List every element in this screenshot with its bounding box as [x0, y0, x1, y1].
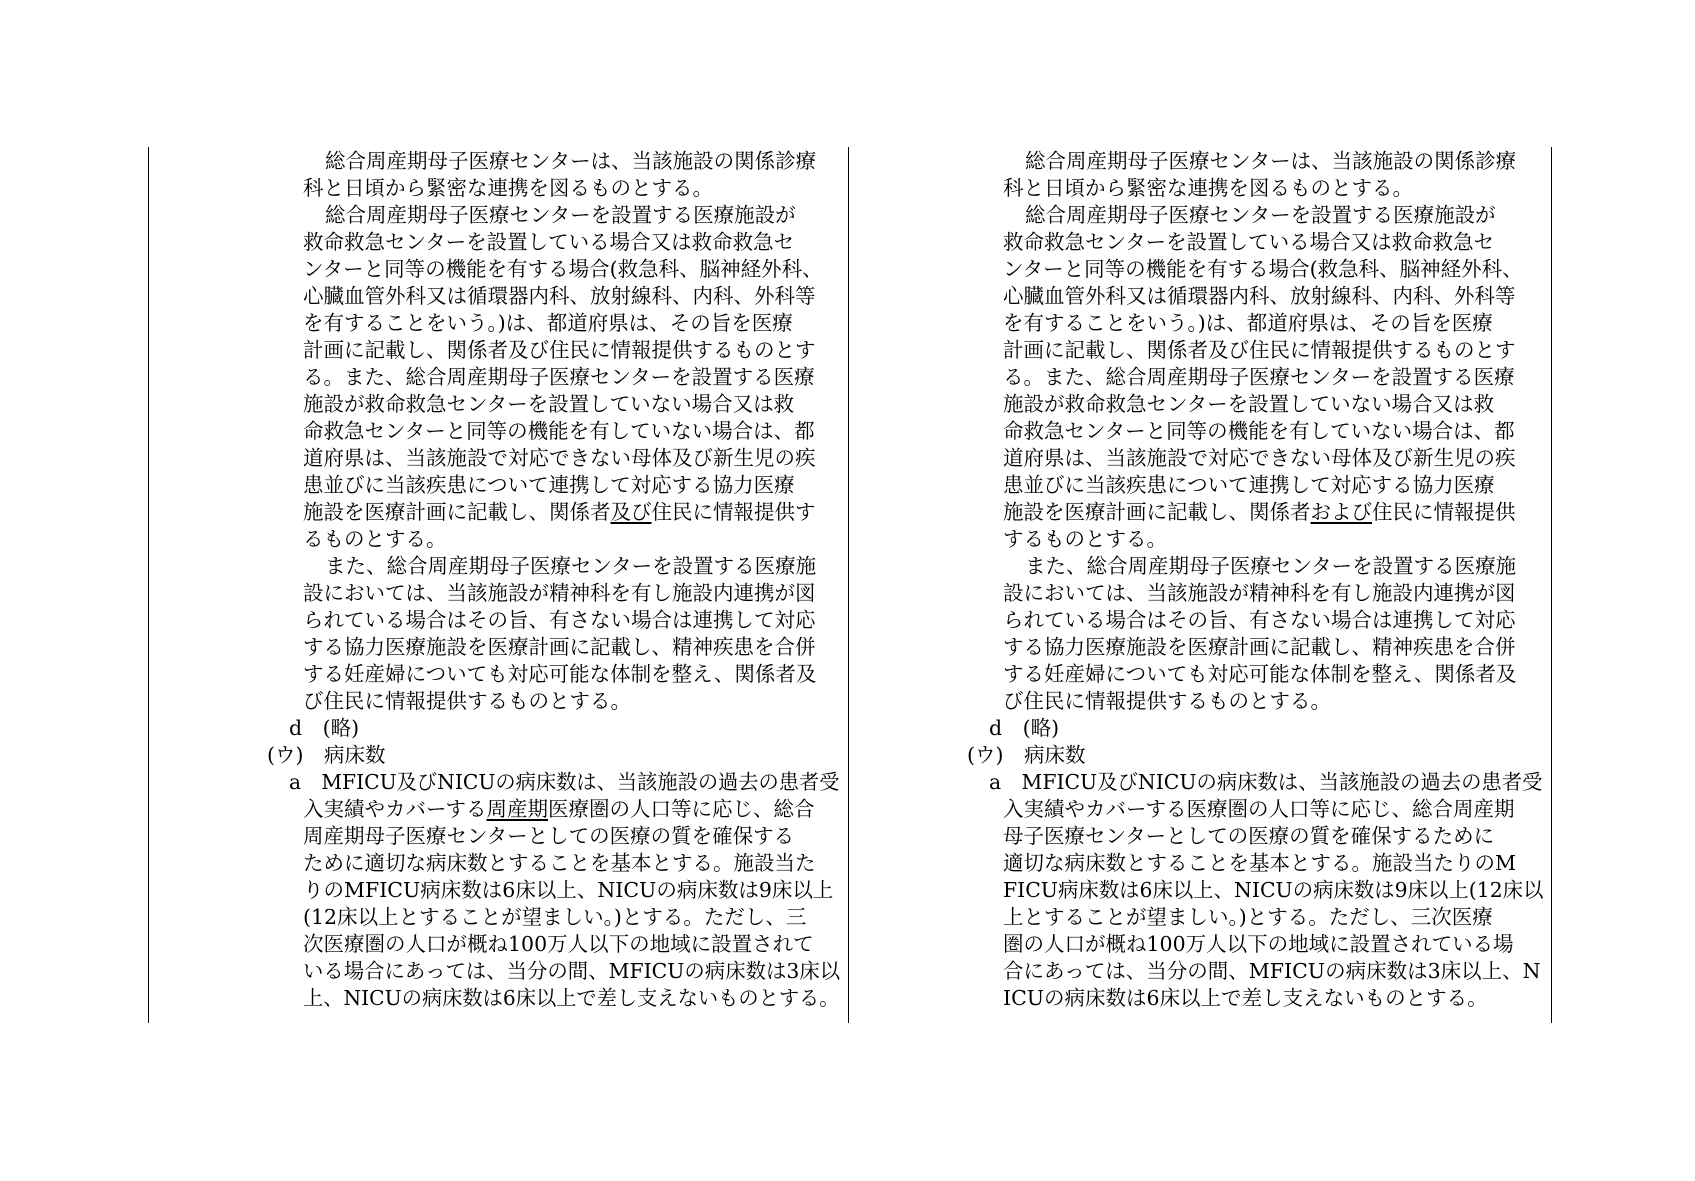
right-line-20: び住民に情報提供するものとする。: [1003, 689, 1331, 713]
right-line-15: また、総合周産期母子医療センターを設置する医療施: [1025, 554, 1517, 578]
right-line-19: する妊産婦についても対応可能な体制を整え、関係者及: [1003, 662, 1517, 686]
right-line-1: 科と日頃から緊密な連携を図るものとする。: [1003, 176, 1413, 200]
right-line-31: ICUの病床数は6床以上で差し支えないものとする。: [1003, 986, 1488, 1010]
right-line-10: 命救急センターと同等の機能を有していない場合は、都: [1003, 419, 1515, 443]
right-line-3: 救命救急センターを設置している場合又は救命救急セ: [1003, 230, 1495, 254]
left-item-a: a MFICU及びNICUの病床数は、当該施設の過去の患者受: [289, 770, 840, 794]
left-line-16: 設においては、当該施設が精神科を有し施設内連携が図: [303, 581, 816, 605]
right-line-14: するものとする。: [1003, 527, 1167, 551]
right-line-24: 入実績やカバーする医療圏の人口等に応じ、総合周産期: [1003, 797, 1515, 821]
left-section-heading: (ウ) 病床数: [267, 743, 386, 767]
left-line-13-after: 住民に情報提供す: [651, 500, 816, 524]
left-underlined-revision-2: 周産期: [486, 797, 548, 821]
right-line-28: 上とすることが望ましい。)とする。ただし、三次医療: [1003, 905, 1493, 929]
right-line-25: 母子医療センターとしての医療の質を確保するために: [1003, 824, 1495, 848]
left-line-29: 次医療圏の人口が概ね100万人以下の地域に設置されて: [303, 932, 814, 956]
left-line-26: ために適切な病床数とすることを基本とする。施設当た: [303, 851, 816, 875]
right-line-27: FICU病床数は6床以上、NICUの病床数は9床以上(12床以: [1003, 878, 1544, 902]
left-line-13: [303, 499, 816, 526]
left-line-3: 救命救急センターを設置している場合又は救命救急セ: [303, 230, 795, 254]
right-underlined-revision: および: [1310, 500, 1372, 524]
left-line-28: (12床以上とすることが望ましい。)とする。ただし、三: [303, 905, 807, 929]
left-line-24-after: 医療圏の人口等に応じ、総合: [547, 797, 815, 821]
left-line-8: る。また、総合周産期母子医療センターを設置する医療: [303, 365, 815, 389]
left-line-12: 患並びに当該疾患について連携して対応する協力医療: [303, 473, 795, 497]
left-line-17: られている場合はその旨、有さない場合は連携して対応: [303, 608, 816, 632]
left-line-10: 命救急センターと同等の機能を有していない場合は、都: [303, 419, 815, 443]
right-line-12: 患並びに当該疾患について連携して対応する協力医療: [1003, 473, 1495, 497]
right-line-5: 心臓血管外科又は循環器内科、放射線科、内科、外科等: [1003, 284, 1516, 308]
left-line-18: する協力医療施設を医療計画に記載し、精神疾患を合併: [303, 635, 816, 659]
right-line-17: られている場合はその旨、有さない場合は連携して対応: [1003, 608, 1516, 632]
left-line-24: [303, 796, 814, 823]
left-line-25: 周産期母子医療センターとしての医療の質を確保する: [303, 824, 795, 848]
right-section-heading: (ウ) 病床数: [967, 743, 1086, 767]
left-line-14: るものとする。: [303, 527, 447, 551]
left-line-30: いる場合にあっては、当分の間、MFICUの病床数は3床以: [303, 959, 841, 983]
left-line-4: ンターと同等の機能を有する場合(救急科、脳神経外科、: [303, 257, 823, 281]
right-line-26: 適切な病床数とすることを基本とする。施設当たりのM: [1003, 851, 1516, 875]
right-line-30: 合にあっては、当分の間、MFICUの病床数は3床以上、N: [1003, 959, 1541, 983]
left-line-2: 総合周産期母子医療センターを設置する医療施設が: [325, 203, 796, 227]
left-line-13-before: 施設を医療計画に記載し、関係者: [303, 500, 611, 524]
right-line-29: 圏の人口が概ね100万人以下の地域に設置されている場: [1003, 932, 1514, 956]
right-line-9: 施設が救命救急センターを設置していない場合又は救: [1003, 392, 1495, 416]
right-line-11: 道府県は、当該施設で対応できない母体及び新生児の疾: [1003, 446, 1516, 470]
right-item-d: d (略): [989, 716, 1060, 740]
left-line-27: りのMFICU病床数は6床以上、NICUの病床数は9床以上: [303, 878, 834, 902]
left-column: [149, 148, 848, 1022]
left-line-5: 心臓血管外科又は循環器内科、放射線科、内科、外科等: [303, 284, 816, 308]
right-line-4: ンターと同等の機能を有する場合(救急科、脳神経外科、: [1003, 257, 1523, 281]
left-line-9: 施設が救命救急センターを設置していない場合又は救: [303, 392, 795, 416]
left-line-6: を有することをいう。)は、都道府県は、その旨を医療: [303, 311, 793, 335]
right-column: [849, 148, 1551, 1022]
right-line-2: 総合周産期母子医療センターを設置する医療施設が: [1025, 203, 1496, 227]
left-line-1: 科と日頃から緊密な連携を図るものとする。: [303, 176, 713, 200]
left-line-0: 総合周産期母子医療センターは、当該施設の関係診療: [325, 149, 817, 173]
right-line-13: [1003, 499, 1516, 526]
right-line-7: 計画に記載し、関係者及び住民に情報提供するものとす: [1003, 338, 1516, 362]
right-line-18: する協力医療施設を医療計画に記載し、精神疾患を合併: [1003, 635, 1516, 659]
left-line-20: び住民に情報提供するものとする。: [303, 689, 631, 713]
left-line-19: する妊産婦についても対応可能な体制を整え、関係者及: [303, 662, 817, 686]
left-line-24-before: 入実績やカバーする: [303, 797, 487, 821]
right-column-right-rule: [1551, 147, 1552, 1023]
right-line-13-after: 住民に情報提供: [1372, 500, 1516, 524]
right-line-8: る。また、総合周産期母子医療センターを設置する医療: [1003, 365, 1515, 389]
left-line-31: 上、NICUの病床数は6床以上で差し支えないものとする。: [303, 986, 840, 1010]
right-line-6: を有することをいう。)は、都道府県は、その旨を医療: [1003, 311, 1493, 335]
right-item-a: a MFICU及びNICUの病床数は、当該施設の過去の患者受: [989, 770, 1543, 794]
left-item-d: d (略): [289, 716, 360, 740]
right-line-16: 設においては、当該施設が精神科を有し施設内連携が図: [1003, 581, 1516, 605]
left-underlined-revision: 及び: [610, 500, 652, 524]
right-line-0: 総合周産期母子医療センターは、当該施設の関係診療: [1025, 149, 1517, 173]
left-line-15: また、総合周産期母子医療センターを設置する医療施: [325, 554, 817, 578]
left-line-11: 道府県は、当該施設で対応できない母体及び新生児の疾: [303, 446, 816, 470]
left-line-7: 計画に記載し、関係者及び住民に情報提供するものとす: [303, 338, 816, 362]
right-line-13-before: 施設を医療計画に記載し、関係者: [1003, 500, 1311, 524]
